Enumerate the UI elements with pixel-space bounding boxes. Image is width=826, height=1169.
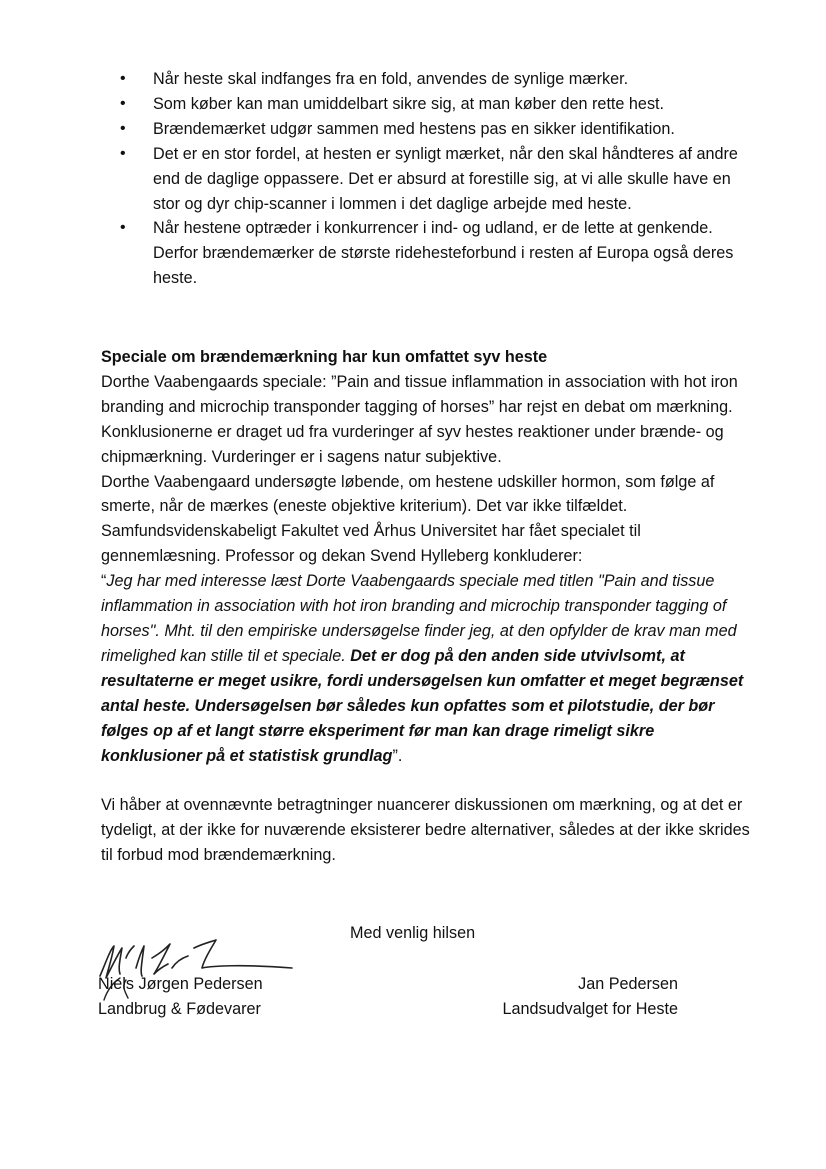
signatory-right [496,972,678,1022]
quote-open: “ [101,572,107,591]
signatory-left [98,972,263,1022]
bullet-item [0,92,826,117]
bullet-icon: • [120,70,126,87]
thesis-section [101,345,751,768]
bullet-text: Som køber kan man umiddelbart sikre sig, at man køber den rette hest. [153,94,665,113]
paragraph-faculty: Samfundsvidenskabeligt Fakultet ved Århus Universitet har fået specialet til gennemlæsning. Professor og dekan Svend Hylleberg konkluderer: [101,522,641,566]
closing-paragraph: Vi håber at ovennævnte betragtninger nuancerer diskussionen om mærkning, og at det er tydeligt, at der ikke for nuværende eksisterer bedre alternativer, således at der ikke skrides til forbud mod brændemærkning. [101,796,750,864]
bullet-text: Når hestene optræder i konkurrencer i ind- og udland, er de lette at genkende. Derfor brændemærker de største ridehesteforbund i resten af Europa også deres heste. [153,219,734,288]
signatory-left-name: Niels Jørgen Pedersen [98,975,263,993]
bullet-text: Det er en stor fordel, at hesten er synligt mærket, når den skal håndteres af andre end de daglige oppassere. Det er absurd at forestille sig, at vi alle skulle have en stor og dyr chip-scanner i lommen i det daglige arbejde med heste. [153,144,738,213]
signatory-right-name: Jan Pedersen [578,975,678,993]
bullet-list [0,67,826,291]
greeting: Med venlig hilsen [350,924,476,942]
section-heading: Speciale om brændemærkning har kun omfattet syv heste [101,348,548,366]
quote-block [101,569,751,768]
bullet-icon: • [120,119,126,137]
paragraph-hormone: Dorthe Vaabengaard undersøgte løbende, om hestene udskiller hormon, som følge af smerte, når de mærkes (eneste objektive kriterium). Det var ikke tilfældet. [101,472,715,516]
bullet-item [0,142,826,217]
paragraph-thesis: Dorthe Vaabengaards speciale: ”Pain and tissue inflammation in association with hot iron branding and microchip transponder tagging of horses” har rejst en debat om mærkning. Konklusionerne er draget ud fra vurderinger af syv hestes reaktioner under brænde- og chipmærkning. Vurderinger er i sagens natur subjektive. [101,372,738,466]
bullet-item [0,216,826,291]
bullet-text: Når heste skal indfanges fra en fold, anvendes de synlige mærker. [153,70,629,88]
bullet-icon: • [120,94,126,112]
quote-italic: Jeg har med interesse læst Dorte Vaabengaards speciale med titlen "Pain and tissue inflammation in association with hot iron branding and microchip transponder tagging of horses". Mht. til den empiriske undersøgelse finder jeg, at den opfylder de krav man med rimelighed kan stille til et speciale. [101,572,737,665]
bullet-icon: • [120,144,126,162]
quote-close: ”. [392,746,403,765]
signatory-right-org: Landsudvalget for Heste [502,999,678,1018]
bullet-icon: • [120,219,126,237]
bullet-item [0,67,826,92]
quote-bold: Det er dog på den anden side utvivlsomt, at resultaterne er meget usikre, fordi undersøgelsen kun omfatter et meget begrænset antal heste. Undersøgelsen bør således kun opfattes som et pilotstudie, der bør følges op af et langt større eksperiment før man kan drage rimeligt sikre konklusioner på et statistisk grundlag [101,646,744,765]
bullet-text: Brændemærket udgør sammen med hestens pas en sikker identifikation. [153,119,675,138]
bullet-item [0,117,826,142]
signatory-left-org: Landbrug & Fødevarer [98,999,261,1018]
